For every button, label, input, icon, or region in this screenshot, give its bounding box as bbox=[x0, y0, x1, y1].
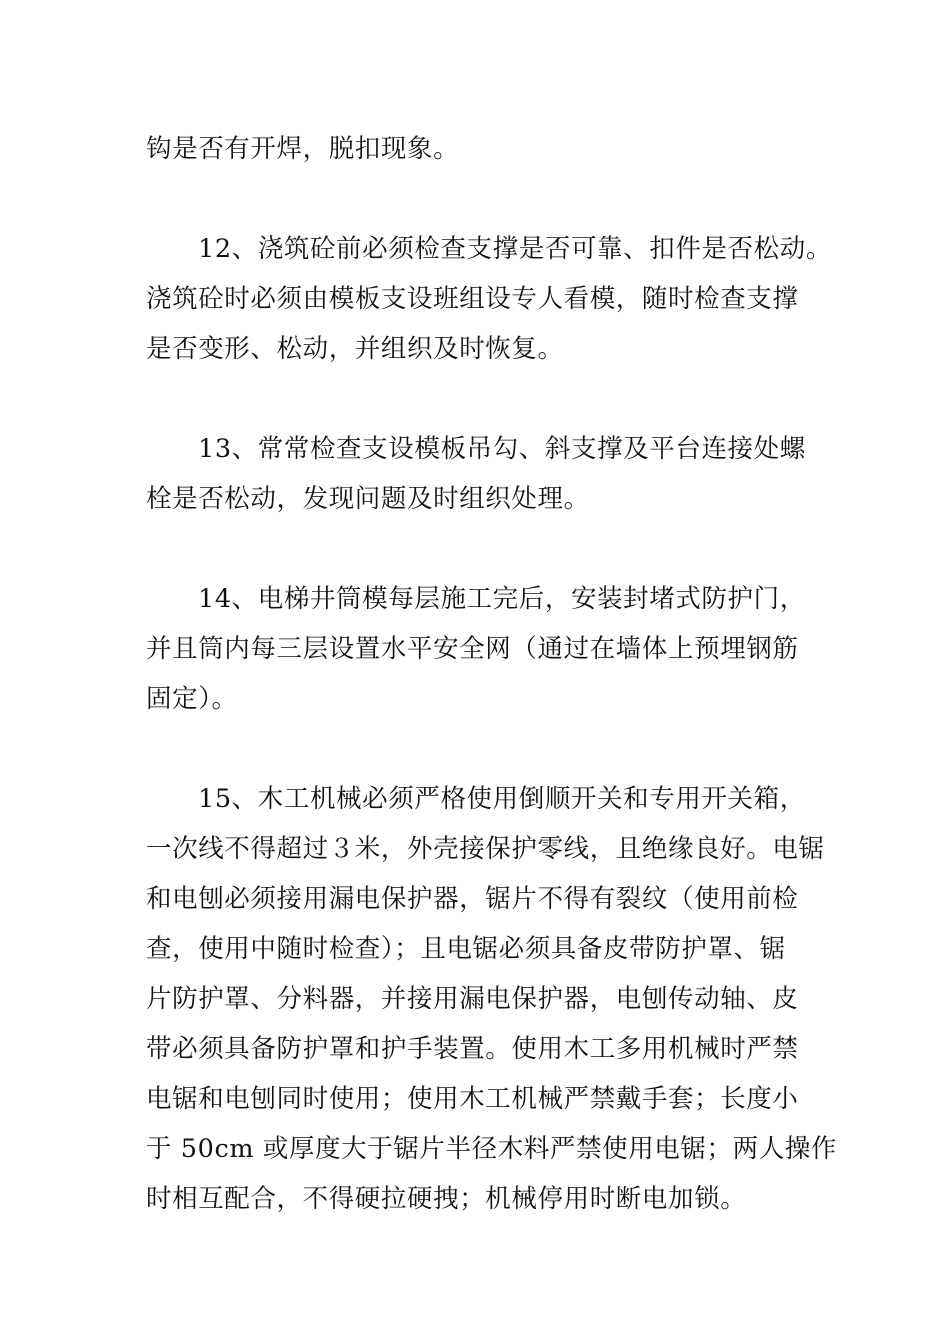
text-line: 并且筒内每三层设置水平安全网（通过在墙体上预埋钢筋 bbox=[146, 634, 799, 664]
text-line: 和电刨必须接用漏电保护器，锯片不得有裂纹（使用前检 bbox=[146, 884, 799, 914]
text-line: 查，使用中随时检查）；且电锯必须具备皮带防护罩、锯 bbox=[146, 934, 786, 964]
text-line: 是否变形、松动，并组织及时恢复。 bbox=[146, 334, 564, 364]
text-line: 带必须具备防护罩和护手装置。使用木工多用机械时严禁 bbox=[146, 1034, 799, 1064]
paragraph-12-first-line: 12、浇筑砼前必须检查支撑是否可靠、扣件是否松动。 bbox=[198, 234, 832, 264]
paragraph-13-first-line: 13、常常检查支设模板吊勾、斜支撑及平台连接处螺 bbox=[198, 434, 806, 464]
text-line: 电锯和电刨同时使用；使用木工机械严禁戴手套；长度小 bbox=[146, 1084, 799, 1114]
text-line: 固定）。 bbox=[146, 684, 238, 714]
text-line: 浇筑砼时必须由模板支设班组设专人看模，随时检查支撑 bbox=[146, 284, 799, 314]
paragraph-14-first-line: 14、电梯井筒模每层施工完后，安装封堵式防护门， bbox=[198, 584, 806, 614]
paragraph-15-first-line: 15、木工机械必须严格使用倒顺开关和专用开关箱， bbox=[198, 784, 806, 814]
text-line: 钩是否有开焊，脱扣现象。 bbox=[146, 134, 460, 164]
text-line: 时相互配合，不得硬拉硬拽；机械停用时断电加锁。 bbox=[146, 1184, 747, 1214]
text-line: 一次线不得超过３米，外壳接保护零线，且绝缘良好。电锯 bbox=[146, 834, 825, 864]
text-line: 于 50cm 或厚度大于锯片半径木料严禁使用电锯；两人操作 bbox=[146, 1134, 838, 1164]
text-line: 片防护罩、分料器，并接用漏电保护器，电刨传动轴、皮 bbox=[146, 984, 799, 1014]
text-line: 栓是否松动，发现问题及时组织处理。 bbox=[146, 484, 590, 514]
